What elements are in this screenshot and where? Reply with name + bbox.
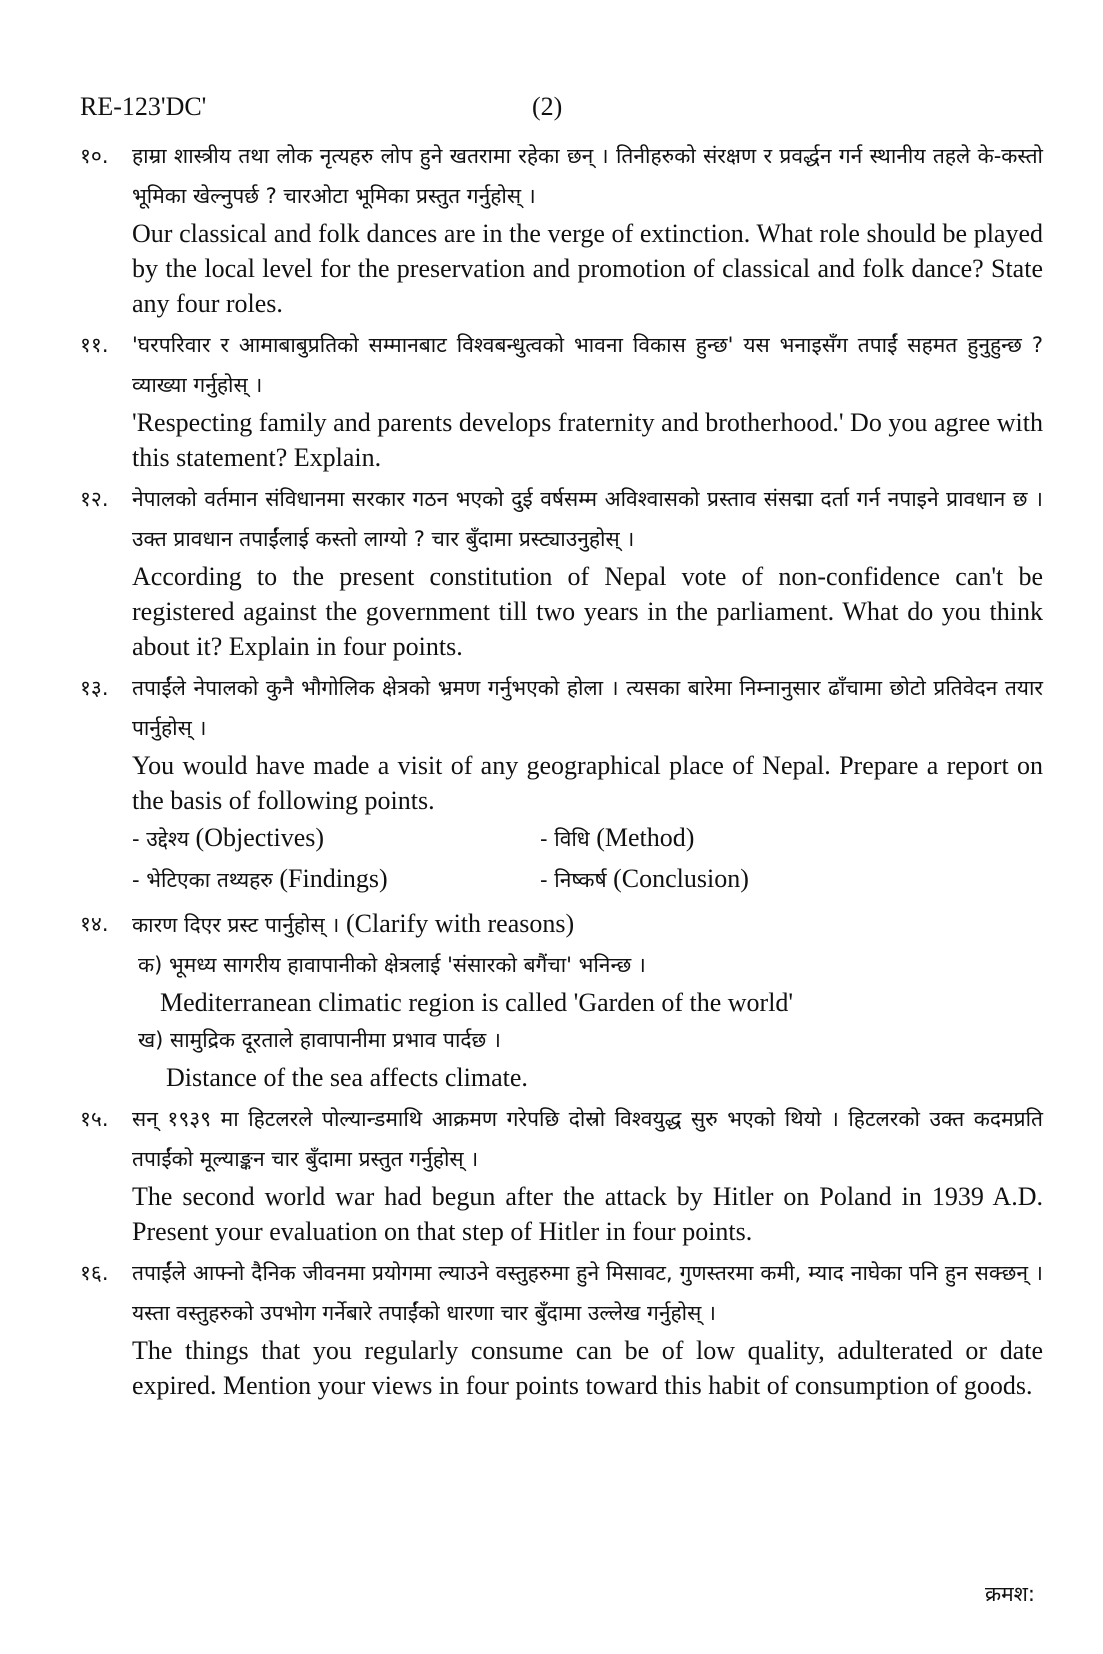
- question-english-text: According to the present constitution of Nepal vote of non-confidence can't be registered against the government till two years in the parliament. What do you think about it? Explain in four points.: [132, 562, 1043, 661]
- question-english-text: The things that you regularly consume can be of low quality, adulterated or date expired. Mention your views in four points toward this habit of consumption of goods.: [132, 1336, 1043, 1400]
- paper-code: RE-123'DC': [80, 92, 207, 121]
- sub-question-ka: [132, 945, 1043, 1020]
- question-nepali-text: हाम्रा शास्त्रीय तथा लोक नृत्यहरु लोप हुने खतरामा रहेका छन् । तिनीहरुको संरक्षण र प्रवर्द्धन गर्न स्थानीय तहले के-कस्तो भूमिका खेल्नुपर्छ ? चारओटा भूमिका प्रस्तुत गर्नुहोस् ।: [132, 144, 1043, 208]
- question-nepali-text: सन् १९३९ मा हिटलरले पोल्यान्डमाथि आक्रमण गरेपछि दोस्रो विश्वयुद्ध सुरु भएको थियो । हिटलरको उक्त कदमप्रति तपाईंको मूल्याङ्कन चार बुँदामा प्रस्तुत गर्नुहोस् ।: [132, 1107, 1043, 1171]
- sub-question-english: Mediterranean climatic region is called 'Garden of the world': [160, 988, 794, 1017]
- question-number: १३.: [80, 676, 109, 700]
- page-number: (2): [532, 92, 563, 121]
- question-nepali-text: नेपालको वर्तमान संविधानमा सरकार गठन भएको दुई वर्षसम्म अविश्वासको प्रस्ताव संसद्मा दर्ता गर्न नपाइने प्रावधान छ । उक्त प्रावधान तपाईंलाई कस्तो लाग्यो ? चार बुँदामा प्रस्ट्याउनुहोस् ।: [132, 487, 1043, 551]
- report-point-english: (Objectives): [195, 823, 325, 852]
- report-point-nepali: - निष्कर्ष: [540, 868, 607, 892]
- question-number: ११.: [80, 333, 109, 357]
- report-point: [540, 859, 940, 900]
- question-14: [80, 904, 1043, 1095]
- continued-marker: क्रमश:: [984, 1582, 1035, 1606]
- question-number: १६.: [80, 1261, 109, 1285]
- question-16: [80, 1253, 1043, 1403]
- report-points-list: [132, 818, 1043, 900]
- question-13: [80, 668, 1043, 900]
- report-point: [132, 859, 540, 900]
- question-number: १५.: [80, 1107, 109, 1131]
- question-nepali-text: तपाईंले नेपालको कुनै भौगोलिक क्षेत्रको भ्रमण गर्नुभएको होला । त्यसका बारेमा निम्नानुसार ढाँचामा छोटो प्रतिवेदन तयार पार्नुहोस् ।: [132, 676, 1043, 740]
- question-12: [80, 479, 1043, 664]
- question-number: १२.: [80, 487, 109, 511]
- report-point: [540, 818, 940, 859]
- question-number: १०.: [80, 144, 109, 168]
- report-point-english: (Conclusion): [613, 864, 749, 893]
- report-point: [132, 818, 540, 859]
- page-header: [80, 92, 1043, 132]
- question-english-text: 'Respecting family and parents develops fraternity and brotherhood.' Do you agree with this statement? Explain.: [132, 408, 1043, 472]
- question-15: [80, 1099, 1043, 1249]
- question-nepali-text: कारण दिएर प्रस्ट पार्नुहोस् ।: [132, 913, 340, 937]
- question-english-text: Our classical and folk dances are in the verge of extinction. What role should be played by the local level for the preservation and promotion of classical and folk dance? State any four roles.: [132, 219, 1043, 318]
- report-point-nepali: - भेटिएका तथ्यहरु: [132, 868, 273, 892]
- sub-question-nepali: क) भूमध्य सागरीय हावापानीको क्षेत्रलाई 'संसारको बगैंचा' भनिन्छ ।: [138, 953, 646, 977]
- question-10: [80, 136, 1043, 321]
- question-11: [80, 325, 1043, 475]
- question-nepali-text: तपाईंले आफ्नो दैनिक जीवनमा प्रयोगमा ल्याउने वस्तुहरुमा हुने मिसावट, गुणस्तरमा कमी, म्याद नाघेका पनि हुन सक्छन् । यस्ता वस्तुहरुको उपभोग गर्नेबारे तपाईंको धारणा चार बुँदामा उल्लेख गर्नुहोस् ।: [132, 1261, 1043, 1325]
- question-instruction: [132, 904, 1043, 945]
- sub-question-kha: [132, 1020, 1043, 1095]
- question-number: १४.: [80, 912, 109, 936]
- report-point-english: (Findings): [279, 864, 388, 893]
- sub-question-english: Distance of the sea affects climate.: [166, 1063, 528, 1092]
- question-english-text: The second world war had begun after the attack by Hitler on Poland in 1939 A.D. Present your evaluation on that step of Hitler in four points.: [132, 1182, 1043, 1246]
- sub-question-nepali: ख) सामुद्रिक दूरताले हावापानीमा प्रभाव पार्दछ ।: [138, 1028, 501, 1052]
- question-english-text: You would have made a visit of any geographical place of Nepal. Prepare a report on the basis of following points.: [132, 751, 1043, 815]
- report-point-english: (Method): [596, 823, 695, 852]
- question-nepali-text: 'घरपरिवार र आमाबाबुप्रतिको सम्मानबाट विश्वबन्धुत्वको भावना विकास हुन्छ' यस भनाइसँग तपाईं सहमत हुनुहुन्छ ? व्याख्या गर्नुहोस् ।: [132, 333, 1043, 397]
- question-english-inline: (Clarify with reasons): [346, 909, 575, 938]
- report-point-nepali: - विधि: [540, 827, 590, 851]
- report-point-nepali: - उद्देश्य: [132, 827, 190, 851]
